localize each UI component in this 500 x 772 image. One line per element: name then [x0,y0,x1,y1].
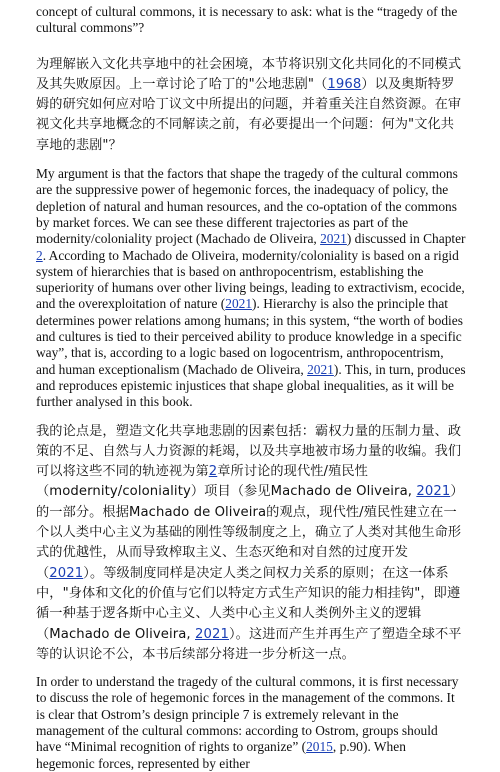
text-run: . According to Machado de Oliveira, modernity/coloniality is based on a rigid system of hierarchies that is based on anthropocentrism, establishing the superiority of humans over other living beings, leading to extractivism, ecocide, and the overexploitation of nature ( [36,247,465,312]
paragraph-en-hegemonic-forces [36,674,466,772]
paragraph-en-continuation [36,4,466,37]
paragraph-zh-intro [36,55,466,156]
text-run: ）以及奥斯特罗姆的研究如何应对哈丁议文中所提出的问题，并着重关注自然资源。在审视文化共享地概念的不同解读之前，有必要提出一个问题：何为"文化共享地的悲剧"？ [36,76,462,153]
text-run: ）。这进而产生并再生产了塑造全球不平等的认识论不公，本书后续部分将进一步分析这一点。 [36,626,462,662]
citation-link-2021[interactable]: 2021 [195,626,229,642]
document-page [36,4,466,772]
text-run: 为理解嵌入文化共享地中的社会困境，本节将识别文化共同化的不同模式及其失败原因。上一章讨论了哈丁的"公地悲剧"（ [36,56,462,92]
text-run: ) discussed in Chapter [346,231,466,247]
paragraph-zh-argument [36,422,466,666]
citation-link-2021[interactable]: 2021 [320,231,347,247]
citation-link-2021[interactable]: 2021 [416,484,451,500]
chapter-link-2[interactable]: 2 [208,464,218,480]
citation-link-2021[interactable]: 2021 [307,361,334,377]
text-run: ）的一部分。根据Machado de Oliveira的观点，现代性/殖民性建立在一个以人类中心主义为基础的刚性等级制度之上，确立了人类对其他生命形式的优越性，从而导致榨取主义、生态灭绝和对自然的过度开发（ [36,484,464,581]
text-run: My argument is that the factors that shape the tragedy of the cultural commons are the suppressive power of hegemonic forces, the inadequacy of policy, the depletion of natural and human resources, and the co-optation of the commons by market forces. We can see these different trajectories as part of the modernity/coloniality project (Machado de Oliveira, [36,166,458,247]
text-run: 章所讨论的现代性/殖民性（modernity/coloniality）项目（参见Machado de Oliveira, [36,464,417,500]
text-run: ）。等级制度同样是决定人类之间权力关系的原则；在这一体系中，"身体和文化的价值与它们以特定方式生产知识的能力相挂钩"，即遵循一种基于逻各斯中心主义、人类中心主义和人类例外主义的逻辑（Machado de Oliveira, [36,565,461,642]
text-run: concept of cultural commons, it is necessary to ask: what is the “tragedy of the cultural commons”? [36,4,458,36]
text-run: 我的论点是，塑造文化共享地悲剧的因素包括：霸权力量的压制力量、政策的不足、自然与人力资源的耗竭，以及共享地被市场力量的收编。我们可以将这些不同的轨迹视为第 [36,423,462,480]
text-run: , p.90). When hegemonic forces, represented by either [36,739,406,771]
paragraph-en-argument [36,166,466,410]
citation-link-1968[interactable]: 1968 [327,76,362,92]
text-run: ). This, in turn, produces and reproduces epistemic injustices that shape global inequalities, as it will be further analysed in this book. [36,361,466,410]
citation-link-2015[interactable]: 2015 [306,739,333,755]
text-run: In order to understand the tragedy of the cultural commons, it is first necessary to discuss the role of hegemonic forces in the management of the commons. It is clear that Ostrom’s design principle 7 is extremely relevant in the management of the cultural commons: according to Ostrom, groups should have “Minimal recognition of rights to organize” ( [36,674,459,755]
text-run: ). Hierarchy is also the principle that determines power relations among humans; in this system, “the worth of bodies and cultures is tied to their perceived ability to produce knowledge in a specific way”, that is, according to a logic based on logocentrism, anthropocentrism, and human exceptionalism (Machado de Oliveira, [36,296,463,377]
citation-link-2021[interactable]: 2021 [225,296,253,312]
citation-link-2021[interactable]: 2021 [49,565,84,581]
chapter-link-2[interactable]: 2 [36,247,43,263]
